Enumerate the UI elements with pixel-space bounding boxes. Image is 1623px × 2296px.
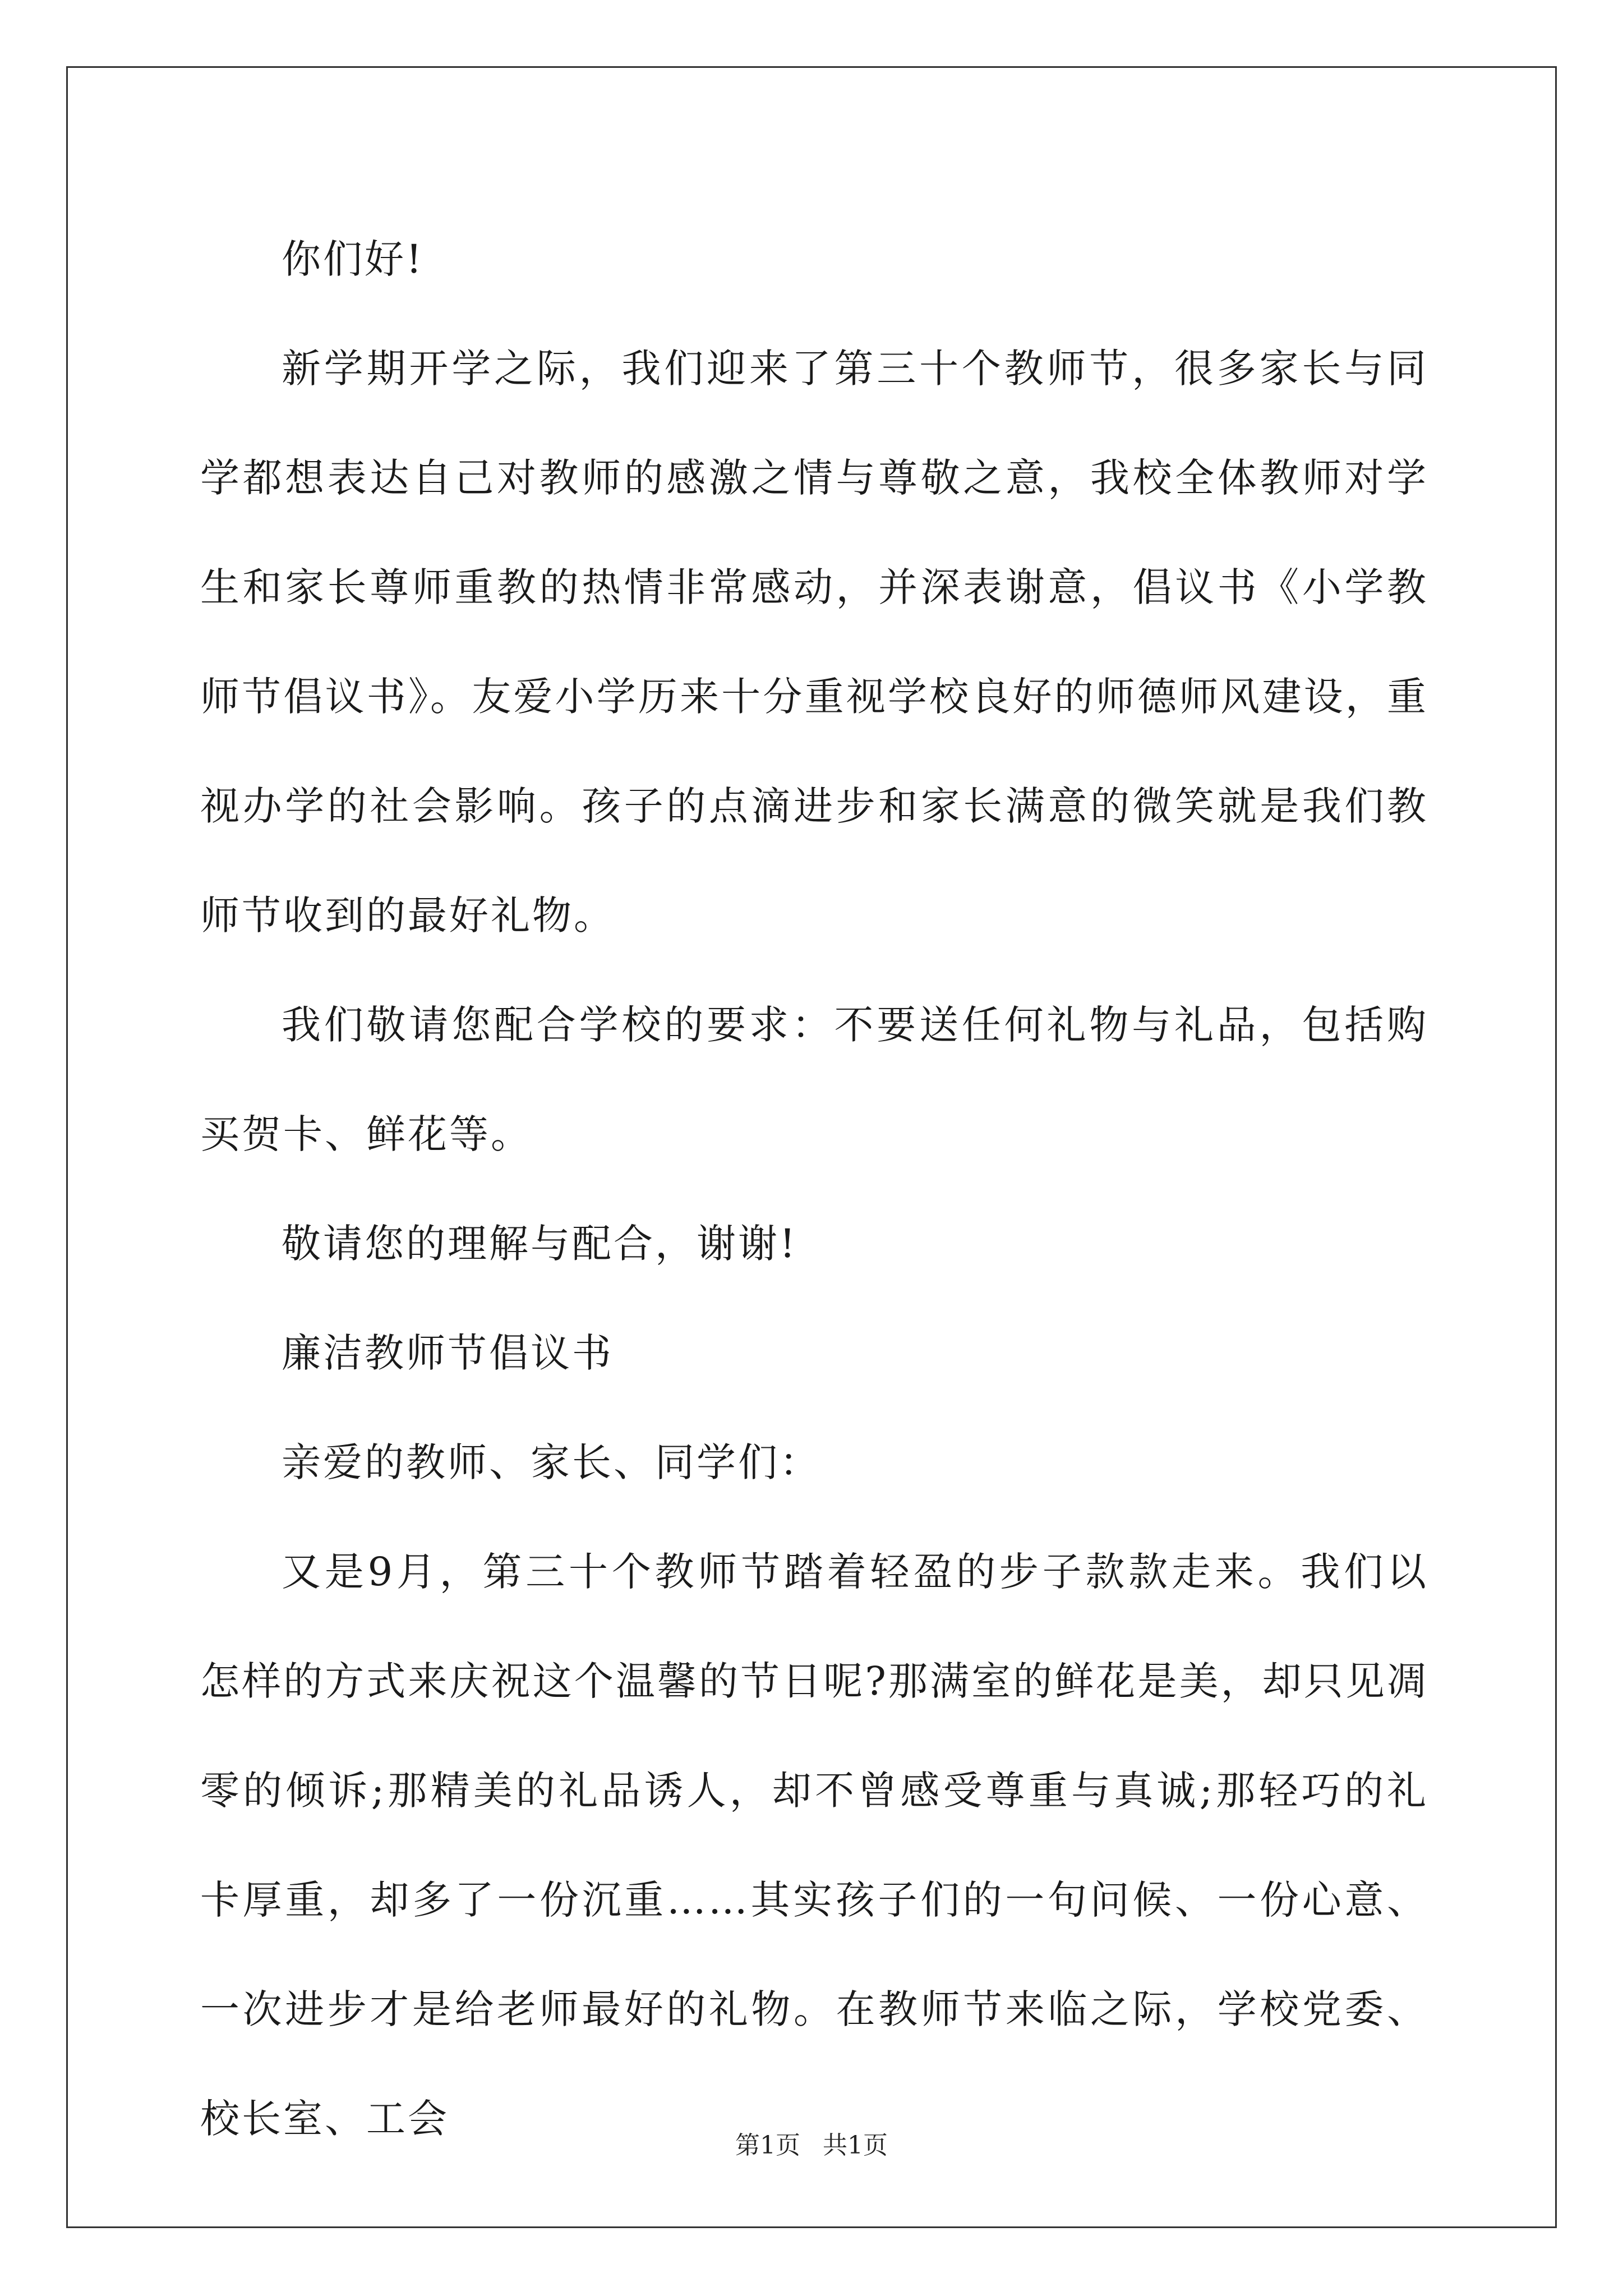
paragraph-request: 我们敬请您配合学校的要求：不要送任何礼物与礼品，包括购买贺卡、鲜花等。 (200, 1002, 1428, 1157)
page-number-total: 共1页 (823, 2131, 888, 2160)
paragraph-subtitle: 廉洁教师节倡议书 (282, 1330, 614, 1376)
paragraph-intro: 新学期开学之际，我们迎来了第三十个教师节，很多家长与同学都想表达自己对教师的感激之情与尊敬之意，我校全体教师对学生和家长尊师重教的热情非常感动，并深表谢意，倡议书《小学教师节倡议书》。友爱小学历来十分重视学校良好的师德师风建设，重视办学的社会影响。孩子的点滴进步和家长满意的微笑就是我们教师节收到的最好礼物。 (200, 346, 1428, 938)
page-number-current: 第1页 (735, 2131, 800, 2160)
paragraph-greeting: 你们好! (282, 236, 425, 282)
paragraph-salutation: 亲爱的教师、家长、同学们： (282, 1439, 821, 1485)
page-footer (0, 2129, 1623, 2162)
paragraph-body: 又是9月，第三十个教师节踏着轻盈的步子款款走来。我们以怎样的方式来庆祝这个温馨的节日呢?那满室的鲜花是美，却只见凋零的倾诉;那精美的礼品诱人，却不曾感受尊重与真诚;那轻巧的礼卡厚重，却多了一份沉重……其实孩子们的一句问候、一份心意、一次进步才是给老师最好的礼物。在教师节来临之际，学校党委、校长室、工会 (200, 1549, 1428, 2142)
paragraph-thanks: 敬请您的理解与配合，谢谢! (282, 1221, 798, 1267)
document-body (200, 205, 1428, 2174)
